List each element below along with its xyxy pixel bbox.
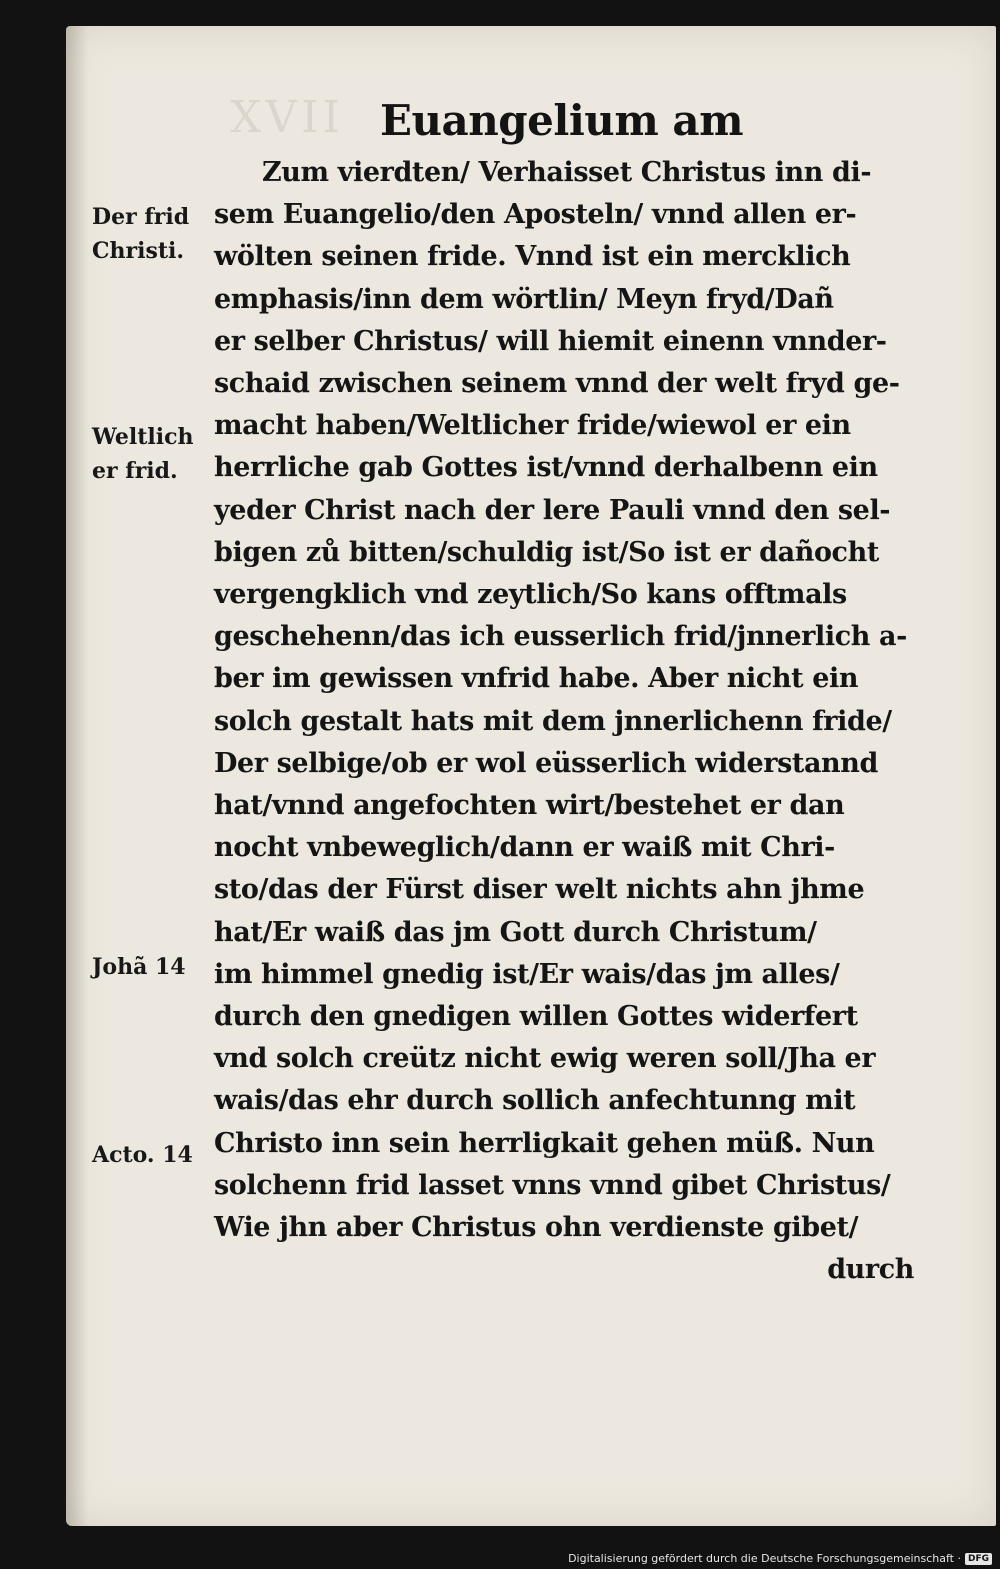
text-line: nocht vnbeweglich/dann er waiß mit Chri-	[214, 832, 835, 864]
text-line: sem Euangelio/den Aposteln/ vnnd allen er-	[214, 199, 857, 231]
marginal-note-der-frid: Der frid Christi.	[92, 204, 190, 264]
text-line: solch gestalt hats mit dem jnnerlichenn fride/	[214, 705, 892, 737]
bleed-through-text: XVII	[230, 92, 344, 143]
text-line: durch den gnedigen willen Gottes widerfert	[214, 1001, 858, 1033]
text-line: ber im gewissen vnfrid habe. Aber nicht ein	[214, 663, 859, 695]
dfg-logo: DFG	[965, 1553, 992, 1565]
text-line: schaid zwischen seinem vnnd der welt fryd ge-	[214, 368, 900, 400]
catchword: durch	[827, 1254, 914, 1286]
text-line: sto/das der Fürst diser welt nichts ahn jhme	[214, 874, 865, 906]
spine-shadow	[66, 26, 88, 1526]
body-text	[214, 152, 914, 1291]
text-line: geschehenn/das ich eusserlich frid/jnnerlich a-	[214, 621, 907, 653]
marginal-note-johann: Johã 14	[92, 954, 186, 980]
text-line: hat/vnnd angefochten wirt/bestehet er dan	[214, 790, 845, 822]
text-line: wölten seinen fride. Vnnd ist ein mercklich	[214, 241, 851, 273]
text-line: bigen zů bitten/schuldig ist/So ist er dañocht	[214, 536, 879, 568]
text-line: wais/das ehr durch sollich anfechtunng mit	[214, 1085, 856, 1117]
page-heading: Euangelium am	[380, 96, 744, 145]
text-line: er selber Christus/ will hiemit einenn vnnder-	[214, 325, 887, 357]
text-line: solchenn frid lasset vnns vnnd gibet Christus/	[214, 1169, 891, 1201]
text-line: Zum vierdten/ Verhaisset Christus inn di-	[262, 157, 872, 188]
text-line: yeder Christ nach der lere Pauli vnnd den sel-	[214, 494, 891, 526]
text-line: vnd solch creütz nicht ewig weren soll/Jha er	[214, 1043, 876, 1075]
text-line: Christo inn sein herrligkait gehen müß. Nun	[214, 1127, 875, 1159]
digitization-footer	[568, 1552, 992, 1565]
text-line: vergengklich vnd zeytlich/So kans offtmals	[214, 579, 847, 611]
text-line: emphasis/inn dem wörtlin/ Meyn fryd/Dañ	[214, 283, 834, 315]
text-line: im himmel gnedig ist/Er wais/das jm alles/	[214, 958, 840, 990]
text-line: hat/Er waiß das jm Gott durch Christum/	[214, 916, 817, 948]
text-line: herrliche gab Gottes ist/vnnd derhalbenn ein	[214, 452, 878, 484]
text-line: macht haben/Weltlicher fride/wiewol er ein	[214, 410, 851, 442]
marginal-note-acto: Acto. 14	[92, 1142, 193, 1168]
text-line: Wie jhn aber Christus ohn verdienste gibet/	[214, 1212, 859, 1244]
funding-credit: Digitalisierung gefördert durch die Deutsche Forschungsgemeinschaft ·	[568, 1552, 961, 1565]
marginal-note-weltlich: Weltlich er frid.	[92, 424, 194, 484]
text-line: Der selbige/ob er wol eüsserlich widerstannd	[214, 747, 878, 779]
